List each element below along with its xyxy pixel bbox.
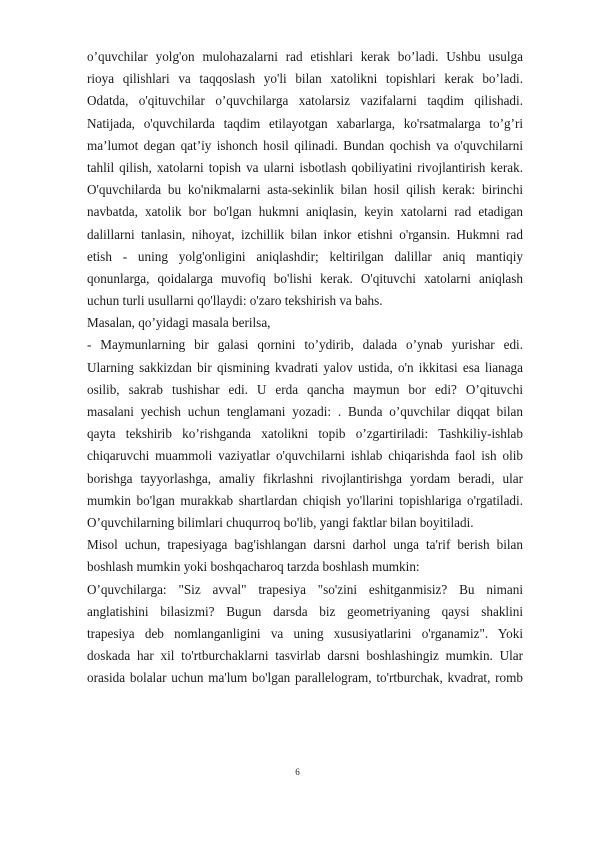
text-line: O’quvchilarga: "Siz avval" trapesiya "so'zini eshitganmisiz? Bu nimani	[87, 581, 523, 597]
text-line: qonunlarga, qoidalarga muvofiq bo'lishi kerak. O'qituvchi xatolarni aniqlash	[87, 270, 523, 286]
text-line: Odatda, o'qituvchilar o’quvchilarga xatolarsiz vazifalarni taqdim qilishadi.	[87, 93, 523, 109]
text-line: uchun turli usullarni qo'llaydi: o'zaro tekshirish va bahs.	[87, 293, 383, 309]
text-line: qayta tekshirib ko’rishganda xatolikni topib o’zgartiriladi: Tashkiliy-ishlab	[87, 426, 523, 442]
document-body	[87, 46, 523, 689]
text-line: borishga tayyorlashga, amaliy fikrlashni rivojlantirishga yordam beradi, ular	[87, 470, 523, 486]
text-line: navbatda, xatolik bor bo'lgan hukmni aniqlasin, keyin xatolarni rad etadigan	[87, 204, 523, 220]
text-line: orasida bolalar uchun ma'lum bo'lgan parallelogram, to'rtburchak, kvadrat, romb	[87, 670, 523, 686]
text-line: boshlash mumkin yoki boshqacharoq tarzda boshlash mumkin:	[87, 559, 420, 575]
text-line: O’quvchilarning bilimlari chuqurroq bo'lib, yangi faktlar bilan boyitiladi.	[87, 514, 474, 530]
text-line: o’quvchilar yolg'on mulohazalarni rad etishlari kerak bo’ladi. Ushbu usulga	[87, 49, 523, 64]
text-line: - Maymunlarning bir galasi qornini to’ydirib, dalada o’ynab yurishar edi.	[87, 337, 523, 353]
text-line: dalillarni tanlasin, nihoyat, izchillik bilan inkor etishni o'rgansin. Hukmni rad	[87, 226, 523, 242]
text-line: Ularning sakkizdan bir qismining kvadrati yalov ustida, o'n ikkitasi esa lianaga	[87, 359, 523, 375]
text-line: rioya qilishlari va taqqoslash yo'li bilan xatolikni topishlari kerak bo’ladi.	[87, 71, 523, 87]
text-line: O'quvchilarda bu ko'nikmalarni asta-sekinlik bilan hosil qilish kerak: birinchi	[87, 182, 523, 198]
text-line: Masalan, qo’yidagi masala berilsa,	[87, 315, 271, 331]
text-line: tahlil qilish, xatolarni topish va ularni isbotlash qobiliyatini rivojlantirish kerak.	[87, 159, 523, 175]
text-line: etish - uning yolg'onligini aniqlashdir; keltirilgan dalillar aniq mantiqiy	[87, 248, 523, 264]
page-number: 6	[295, 767, 300, 777]
text-line: Misol uchun, trapesiyaga bag'ishlangan darsni darhol unga ta'rif berish bilan	[87, 537, 523, 553]
text-line: trapesiya deb nomlanganligini va uning xususiyatlarini o'rganamiz". Yoki	[87, 625, 523, 641]
text-line: anglatishini bilasizmi? Bugun darsda biz geometriyaning qaysi shaklini	[87, 603, 523, 619]
text-line: masalani yechish uchun tenglamani yozadi: . Bunda o’quvchilar diqqat bilan	[87, 404, 523, 419]
text-line: ma’lumot degan qat’iy ishonch hosil qilinadi. Bundan qochish va o'quvchilarni	[87, 137, 523, 153]
text-line: osilib, sakrab tushishar edi. U erda qancha maymun bor edi? O’qituvchi	[87, 381, 523, 397]
text-line: chiqaruvchi muammoli vaziyatlar o'quvchilarni ishlab chiqarishda faol ish olib	[87, 448, 523, 464]
text-line: Natijada, o'quvchilarda taqdim etilayotgan xabarlarga, ko'rsatmalarga to’g’ri	[87, 115, 523, 131]
text-line: doskada har xil to'rtburchaklarni tasvirlab darsni boshlashingiz mumkin. Ular	[87, 648, 523, 664]
text-line: mumkin bo'lgan murakkab shartlardan chiqish yo'llarini topishlariga o'rgatiladi.	[87, 492, 523, 508]
